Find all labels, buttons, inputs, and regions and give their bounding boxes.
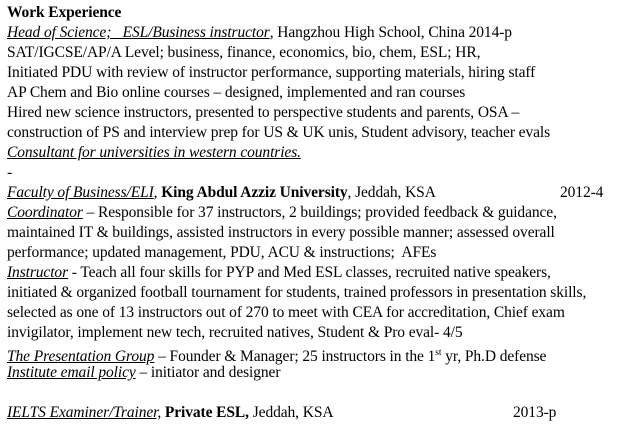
text-line (7, 343, 639, 366)
text-line (7, 363, 639, 383)
text-line (7, 103, 639, 123)
text-run: , Hangzhou High School, China 2014-p (269, 24, 512, 41)
text-run: selected as one of 13 instructors out of 270 to meet with CEA for accreditation, Chief exam (7, 304, 565, 321)
text-line (7, 323, 639, 343)
text-run: , Jeddah, KSA (347, 184, 436, 201)
text-run: performance; updated management, PDU, ACU & instructions; AFEs (7, 244, 437, 261)
text-run: - (7, 164, 13, 181)
text-run: st (435, 347, 442, 358)
text-run: , (153, 184, 162, 201)
text-line (7, 23, 639, 43)
text-run: – initiator and designer (135, 364, 281, 381)
text-run: – Founder & Manager; 25 instructors in the 1 (154, 348, 436, 366)
text-run: Jeddah, KSA (248, 404, 334, 421)
text-line (7, 143, 639, 163)
text-run: Faculty of Business/ELI (7, 184, 154, 201)
text-run: Initiated PDU with review of instructor performance, supporting materials, hiring staff (7, 64, 536, 81)
blank-line (7, 383, 639, 403)
text-line (7, 203, 639, 223)
text-line (7, 403, 639, 423)
text-run: initiated & organized football tournament for students, trained professors in presentation skills, (7, 284, 587, 301)
text-line (7, 263, 639, 283)
text-line (7, 63, 639, 83)
text-run: invigilator, implement new tech, recruited natives, Student & Pro eval- 4/5 (7, 324, 463, 341)
text-run: Institute email policy (7, 364, 136, 381)
text-line (7, 123, 639, 143)
text-run: Coordinator (7, 204, 83, 221)
text-run: Hired new science instructors, presented to perspective students and parents, OSA – (7, 104, 520, 121)
text-run: Consultant for universities in western countries. (7, 144, 301, 161)
text-run: – Responsible for 37 instructors, 2 buildings; provided feedback & guidance, (82, 204, 557, 221)
text-line (7, 283, 639, 303)
text-run: yr, Ph.D defense (441, 348, 547, 366)
text-run: maintained IT & buildings, assisted instructors in every possible manner; assessed overall (7, 224, 555, 241)
text-run: AP Chem and Bio online courses – designed, implemented and ran courses (7, 84, 466, 101)
text-run: King Abdul Azziz University (161, 184, 348, 201)
section-title (7, 3, 639, 23)
text-line (7, 243, 639, 263)
text-run: SAT/IGCSE/AP/A Level; business, finance, economics, bio, chem, ESL; HR, (7, 44, 481, 61)
text-run: Head of Science; ESL/Business instructor (7, 24, 270, 41)
text-run: The Presentation Group (7, 348, 155, 366)
text-run: Instructor (7, 264, 69, 281)
text-line (7, 183, 639, 203)
text-run: - Teach all four skills for PYP and Med ESL classes, recruited native speakers, (68, 264, 551, 281)
text-run: Private ESL, (164, 404, 249, 421)
text-line (7, 43, 639, 63)
text-line (7, 303, 639, 323)
text-run: construction of PS and interview prep for US & UK unis, Student advisory, teacher evals (7, 124, 551, 141)
date-range: 2013-p (513, 404, 557, 421)
text-run: IELTS Examiner/Trainer, (7, 404, 162, 421)
text-line (7, 163, 639, 183)
text-run: Work Experience (7, 4, 122, 21)
text-line (7, 223, 639, 243)
date-range: 2012-4 (560, 184, 604, 201)
text-line (7, 83, 639, 103)
